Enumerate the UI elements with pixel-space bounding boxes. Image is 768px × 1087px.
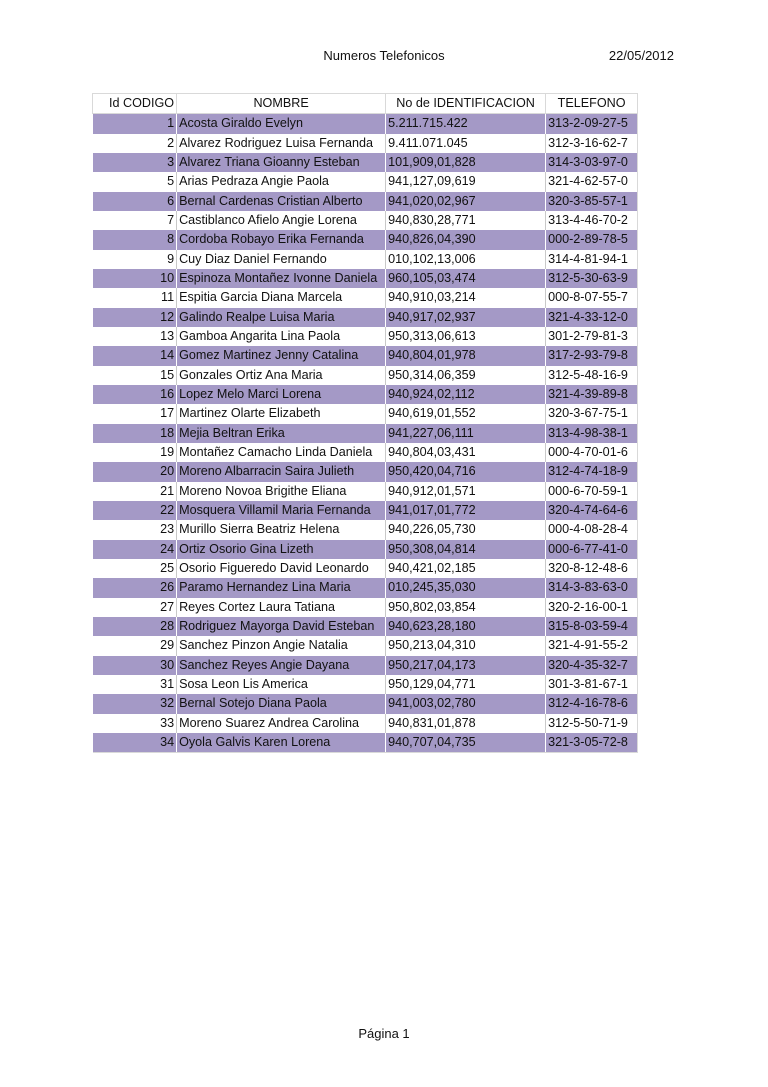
cell-identification: 940,826,04,390 xyxy=(386,230,546,249)
cell-identification: 940,421,02,185 xyxy=(386,559,546,578)
cell-phone: 321-4-33-12-0 xyxy=(546,308,638,327)
cell-name: Cordoba Robayo Erika Fernanda xyxy=(177,230,386,249)
table-row xyxy=(93,172,638,191)
cell-name: Murillo Sierra Beatriz Helena xyxy=(177,520,386,539)
cell-identification: 940,830,28,771 xyxy=(386,211,546,230)
cell-phone: 000-4-70-01-6 xyxy=(546,443,638,462)
cell-name: Arias Pedraza Angie Paola xyxy=(177,172,386,191)
table-row xyxy=(93,346,638,365)
document-title: Numeros Telefonicos xyxy=(323,48,445,63)
table-row xyxy=(93,598,638,617)
cell-id: 10 xyxy=(93,269,177,288)
table-row xyxy=(93,385,638,404)
cell-id: 18 xyxy=(93,424,177,443)
cell-identification: 010,245,35,030 xyxy=(386,578,546,597)
cell-identification: 950,308,04,814 xyxy=(386,540,546,559)
cell-id: 27 xyxy=(93,598,177,617)
cell-identification: 5.211.715.422 xyxy=(386,114,546,134)
cell-name: Alvarez Triana Gioanny Esteban xyxy=(177,153,386,172)
cell-id: 12 xyxy=(93,308,177,327)
cell-phone: 312-5-48-16-9 xyxy=(546,366,638,385)
cell-name: Alvarez Rodriguez Luisa Fernanda xyxy=(177,134,386,153)
cell-id: 32 xyxy=(93,694,177,713)
table-body xyxy=(93,114,638,753)
cell-phone: 312-3-16-62-7 xyxy=(546,134,638,153)
cell-phone: 000-8-07-55-7 xyxy=(546,288,638,307)
cell-name: Gonzales Ortiz Ana Maria xyxy=(177,366,386,385)
cell-id: 21 xyxy=(93,482,177,501)
cell-id: 26 xyxy=(93,578,177,597)
cell-identification: 940,226,05,730 xyxy=(386,520,546,539)
cell-id: 14 xyxy=(93,346,177,365)
cell-identification: 950,313,06,613 xyxy=(386,327,546,346)
cell-phone: 000-2-89-78-5 xyxy=(546,230,638,249)
page-header xyxy=(0,46,768,66)
cell-identification: 950,213,04,310 xyxy=(386,636,546,655)
cell-id: 22 xyxy=(93,501,177,520)
cell-phone: 320-3-85-57-1 xyxy=(546,192,638,211)
cell-phone: 317-2-93-79-8 xyxy=(546,346,638,365)
table-row xyxy=(93,482,638,501)
cell-id: 8 xyxy=(93,230,177,249)
cell-name: Moreno Suarez Andrea Carolina xyxy=(177,714,386,733)
cell-name: Gomez Martinez Jenny Catalina xyxy=(177,346,386,365)
cell-phone: 313-2-09-27-5 xyxy=(546,114,638,134)
table-row xyxy=(93,308,638,327)
cell-name: Sanchez Reyes Angie Dayana xyxy=(177,656,386,675)
cell-id: 19 xyxy=(93,443,177,462)
cell-name: Martinez Olarte Elizabeth xyxy=(177,404,386,423)
cell-phone: 321-3-05-72-8 xyxy=(546,733,638,753)
column-header-name: NOMBRE xyxy=(177,94,386,114)
table-row xyxy=(93,424,638,443)
table-row xyxy=(93,114,638,134)
cell-name: Ortiz Osorio Gina Lizeth xyxy=(177,540,386,559)
cell-identification: 940,619,01,552 xyxy=(386,404,546,423)
cell-id: 20 xyxy=(93,462,177,481)
table-row xyxy=(93,153,638,172)
table-row xyxy=(93,211,638,230)
table-row xyxy=(93,714,638,733)
cell-identification: 940,912,01,571 xyxy=(386,482,546,501)
cell-identification: 940,623,28,180 xyxy=(386,617,546,636)
cell-name: Rodriguez Mayorga David Esteban xyxy=(177,617,386,636)
cell-phone: 301-3-81-67-1 xyxy=(546,675,638,694)
cell-name: Mosquera Villamil Maria Fernanda xyxy=(177,501,386,520)
cell-id: 30 xyxy=(93,656,177,675)
cell-identification: 950,129,04,771 xyxy=(386,675,546,694)
phone-table xyxy=(92,93,638,753)
cell-phone: 312-5-30-63-9 xyxy=(546,269,638,288)
table-row xyxy=(93,694,638,713)
cell-phone: 313-4-98-38-1 xyxy=(546,424,638,443)
cell-identification: 940,804,03,431 xyxy=(386,443,546,462)
column-header-identification: No de IDENTIFICACION xyxy=(386,94,546,114)
cell-identification: 960,105,03,474 xyxy=(386,269,546,288)
cell-name: Acosta Giraldo Evelyn xyxy=(177,114,386,134)
table-row xyxy=(93,675,638,694)
cell-id: 11 xyxy=(93,288,177,307)
table-row xyxy=(93,462,638,481)
page-footer: Página 1 xyxy=(358,1026,410,1041)
cell-id: 13 xyxy=(93,327,177,346)
cell-phone: 312-4-74-18-9 xyxy=(546,462,638,481)
cell-name: Bernal Sotejo Diana Paola xyxy=(177,694,386,713)
cell-id: 2 xyxy=(93,134,177,153)
cell-id: 16 xyxy=(93,385,177,404)
cell-id: 25 xyxy=(93,559,177,578)
cell-phone: 315-8-03-59-4 xyxy=(546,617,638,636)
table-row xyxy=(93,443,638,462)
table-row xyxy=(93,520,638,539)
cell-name: Montañez Camacho Linda Daniela xyxy=(177,443,386,462)
table-row xyxy=(93,501,638,520)
table-row xyxy=(93,366,638,385)
table-row xyxy=(93,134,638,153)
cell-id: 5 xyxy=(93,172,177,191)
cell-name: Moreno Albarracin Saira Julieth xyxy=(177,462,386,481)
cell-phone: 320-3-67-75-1 xyxy=(546,404,638,423)
cell-name: Gamboa Angarita Lina Paola xyxy=(177,327,386,346)
cell-identification: 940,831,01,878 xyxy=(386,714,546,733)
cell-identification: 941,020,02,967 xyxy=(386,192,546,211)
cell-identification: 101,909,01,828 xyxy=(386,153,546,172)
cell-name: Sosa Leon Lis America xyxy=(177,675,386,694)
cell-id: 3 xyxy=(93,153,177,172)
cell-identification: 940,707,04,735 xyxy=(386,733,546,753)
cell-identification: 950,802,03,854 xyxy=(386,598,546,617)
cell-id: 29 xyxy=(93,636,177,655)
cell-name: Moreno Novoa Brigithe Eliana xyxy=(177,482,386,501)
cell-phone: 321-4-62-57-0 xyxy=(546,172,638,191)
cell-phone: 000-6-70-59-1 xyxy=(546,482,638,501)
cell-name: Reyes Cortez Laura Tatiana xyxy=(177,598,386,617)
cell-name: Lopez Melo Marci Lorena xyxy=(177,385,386,404)
cell-phone: 312-5-50-71-9 xyxy=(546,714,638,733)
cell-identification: 950,314,06,359 xyxy=(386,366,546,385)
cell-phone: 320-2-16-00-1 xyxy=(546,598,638,617)
cell-phone: 312-4-16-78-6 xyxy=(546,694,638,713)
cell-name: Cuy Diaz Daniel Fernando xyxy=(177,250,386,269)
table-header-row xyxy=(93,94,638,114)
cell-identification: 940,924,02,112 xyxy=(386,385,546,404)
cell-identification: 010,102,13,006 xyxy=(386,250,546,269)
cell-phone: 314-4-81-94-1 xyxy=(546,250,638,269)
cell-id: 31 xyxy=(93,675,177,694)
cell-phone: 000-6-77-41-0 xyxy=(546,540,638,559)
cell-id: 6 xyxy=(93,192,177,211)
table-row xyxy=(93,656,638,675)
cell-identification: 9.411.071.045 xyxy=(386,134,546,153)
cell-name: Espitia Garcia Diana Marcela xyxy=(177,288,386,307)
cell-id: 23 xyxy=(93,520,177,539)
cell-phone: 321-4-39-89-8 xyxy=(546,385,638,404)
column-header-id: Id CODIGO xyxy=(93,94,177,114)
cell-id: 7 xyxy=(93,211,177,230)
table-row xyxy=(93,540,638,559)
document-date: 22/05/2012 xyxy=(608,48,674,63)
cell-name: Osorio Figueredo David Leonardo xyxy=(177,559,386,578)
table-row xyxy=(93,327,638,346)
table-row xyxy=(93,559,638,578)
table-row xyxy=(93,230,638,249)
table-row xyxy=(93,269,638,288)
cell-name: Bernal Cardenas Cristian Alberto xyxy=(177,192,386,211)
cell-identification: 940,804,01,978 xyxy=(386,346,546,365)
cell-identification: 950,217,04,173 xyxy=(386,656,546,675)
cell-phone: 321-4-91-55-2 xyxy=(546,636,638,655)
cell-phone: 314-3-83-63-0 xyxy=(546,578,638,597)
cell-phone: 320-4-74-64-6 xyxy=(546,501,638,520)
cell-phone: 313-4-46-70-2 xyxy=(546,211,638,230)
cell-name: Espinoza Montañez Ivonne Daniela xyxy=(177,269,386,288)
cell-name: Castiblanco Afielo Angie Lorena xyxy=(177,211,386,230)
cell-phone: 320-8-12-48-6 xyxy=(546,559,638,578)
cell-id: 17 xyxy=(93,404,177,423)
cell-phone: 000-4-08-28-4 xyxy=(546,520,638,539)
cell-id: 24 xyxy=(93,540,177,559)
cell-name: Paramo Hernandez Lina Maria xyxy=(177,578,386,597)
cell-identification: 940,910,03,214 xyxy=(386,288,546,307)
column-header-phone: TELEFONO xyxy=(546,94,638,114)
cell-phone: 320-4-35-32-7 xyxy=(546,656,638,675)
table-row xyxy=(93,192,638,211)
cell-id: 15 xyxy=(93,366,177,385)
cell-name: Mejia Beltran Erika xyxy=(177,424,386,443)
cell-id: 9 xyxy=(93,250,177,269)
table-row xyxy=(93,288,638,307)
table-row xyxy=(93,250,638,269)
cell-phone: 314-3-03-97-0 xyxy=(546,153,638,172)
cell-id: 28 xyxy=(93,617,177,636)
cell-identification: 950,420,04,716 xyxy=(386,462,546,481)
cell-identification: 941,227,06,111 xyxy=(386,424,546,443)
cell-identification: 940,917,02,937 xyxy=(386,308,546,327)
cell-id: 34 xyxy=(93,733,177,753)
cell-name: Sanchez Pinzon Angie Natalia xyxy=(177,636,386,655)
table-row xyxy=(93,733,638,753)
cell-phone: 301-2-79-81-3 xyxy=(546,327,638,346)
table-row xyxy=(93,404,638,423)
cell-identification: 941,003,02,780 xyxy=(386,694,546,713)
table-row xyxy=(93,636,638,655)
table-row xyxy=(93,578,638,597)
table-row xyxy=(93,617,638,636)
cell-name: Oyola Galvis Karen Lorena xyxy=(177,733,386,753)
cell-identification: 941,127,09,619 xyxy=(386,172,546,191)
cell-id: 33 xyxy=(93,714,177,733)
cell-identification: 941,017,01,772 xyxy=(386,501,546,520)
cell-id: 1 xyxy=(93,114,177,134)
cell-name: Galindo Realpe Luisa Maria xyxy=(177,308,386,327)
